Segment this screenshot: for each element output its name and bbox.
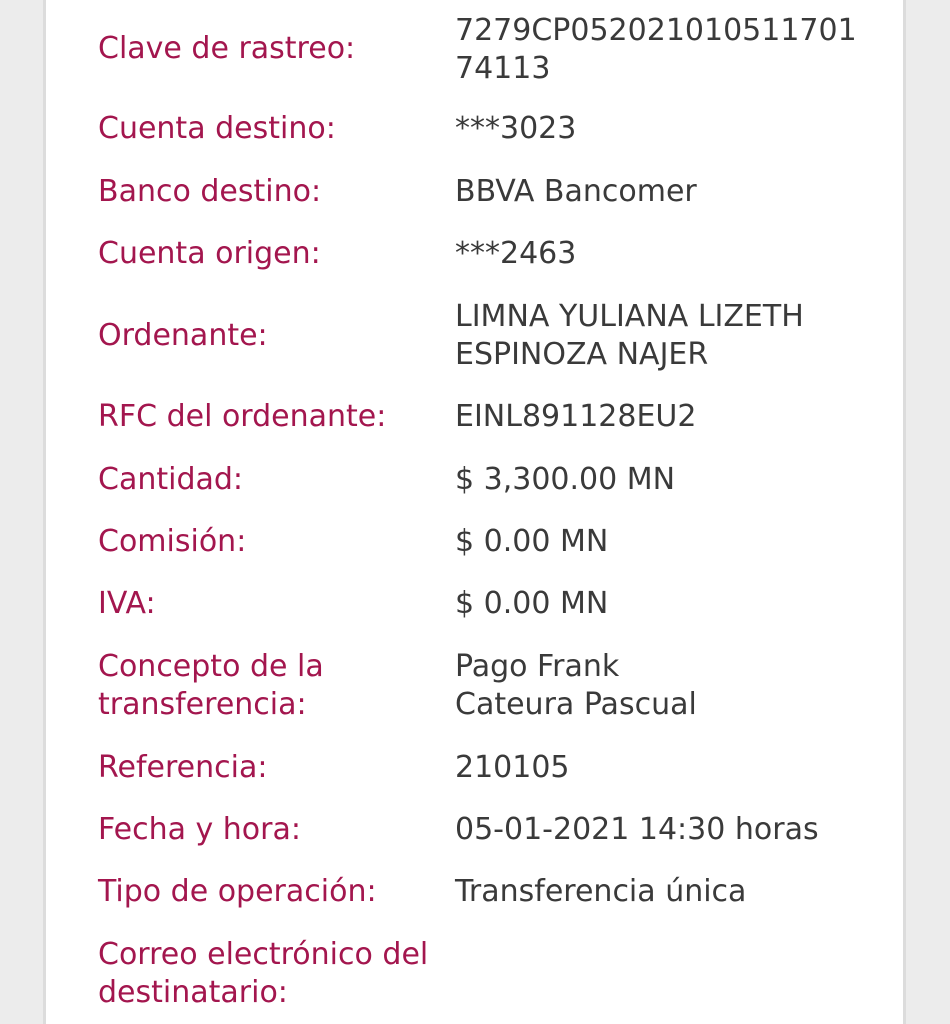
transfer-concept-label: Concepto de la transferencia: bbox=[98, 649, 324, 722]
amount-label: Cantidad: bbox=[98, 462, 244, 497]
origin-account-label: Cuenta origen: bbox=[98, 236, 321, 271]
date-time-value: 05-01-2021 14:30 horas bbox=[455, 812, 819, 847]
reference-value: 210105 bbox=[455, 750, 570, 785]
reference-label: Referencia: bbox=[98, 750, 268, 785]
operation-type-value: Transferencia única bbox=[455, 874, 747, 909]
vat-label: IVA: bbox=[98, 586, 156, 621]
destination-bank-label: Banco destino: bbox=[98, 174, 322, 209]
destination-bank-value: BBVA Bancomer bbox=[455, 174, 697, 209]
destination-account-value: ***3023 bbox=[455, 111, 577, 146]
tracking-key-label: Clave de rastreo: bbox=[98, 31, 356, 66]
transfer-receipt-card bbox=[43, 0, 906, 1024]
date-time-label: Fecha y hora: bbox=[98, 812, 301, 847]
amount-value: $ 3,300.00 MN bbox=[455, 462, 676, 497]
tracking-key-value: 7279CP052021010511701 74113 bbox=[455, 13, 857, 86]
commission-value: $ 0.00 MN bbox=[455, 524, 609, 559]
sender-value: LIMNA YULIANA LIZETH ESPINOZA NAJER bbox=[455, 299, 804, 372]
recipient-email-label: Correo electrónico del destinatario: bbox=[98, 937, 429, 1010]
sender-rfc-label: RFC del ordenante: bbox=[98, 399, 387, 434]
origin-account-value: ***2463 bbox=[455, 236, 577, 271]
transfer-concept-value: Pago Frank Cateura Pascual bbox=[455, 649, 697, 722]
vat-value: $ 0.00 MN bbox=[455, 586, 609, 621]
sender-label: Ordenante: bbox=[98, 318, 268, 353]
operation-type-label: Tipo de operación: bbox=[98, 874, 377, 909]
destination-account-label: Cuenta destino: bbox=[98, 111, 336, 146]
commission-label: Comisión: bbox=[98, 524, 247, 559]
sender-rfc-value: EINL891128EU2 bbox=[455, 399, 697, 434]
